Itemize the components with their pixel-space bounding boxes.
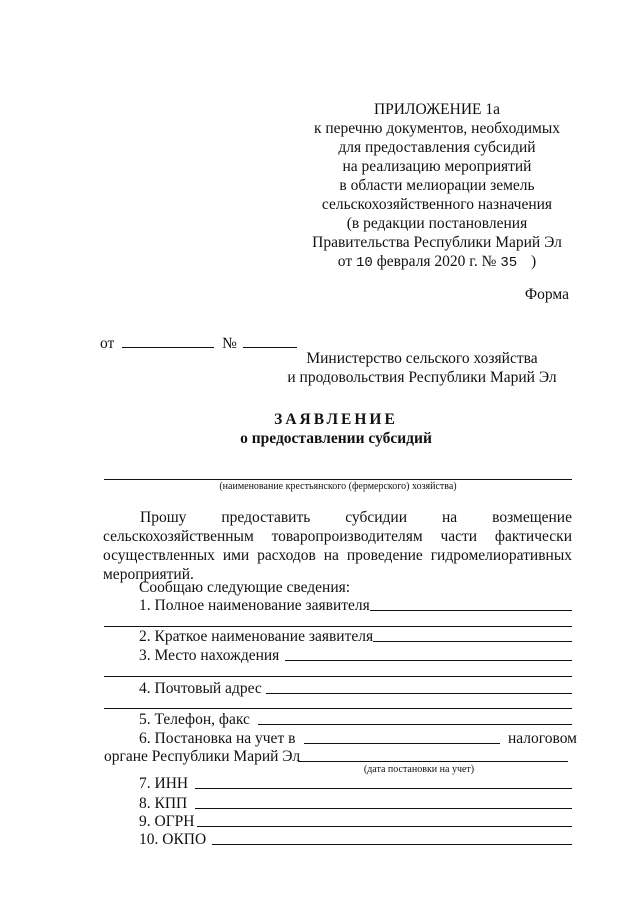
- request-word: осуществленных: [103, 547, 215, 564]
- field-kpp-input[interactable]: [195, 794, 572, 809]
- field-location-label: 3. Место нахождения: [139, 647, 280, 664]
- appendix-line: Правительства Республики Марий Эл: [312, 234, 562, 251]
- field-full-name-label: 1. Полное наименование заявителя: [139, 597, 370, 614]
- request-word: возмещение: [492, 509, 572, 526]
- request-word: ими: [222, 547, 250, 564]
- header-date-number: [100, 333, 297, 353]
- field-tax-reg-input[interactable]: [304, 729, 500, 744]
- title-main: ЗАЯВЛЕНИЕ: [274, 411, 398, 428]
- request-word: предоставить: [221, 509, 311, 526]
- field-tax-date-caption: (дата постановки на учет): [363, 764, 475, 775]
- field-location-input-cont[interactable]: [104, 662, 572, 677]
- request-line-4: мероприятий.: [103, 566, 194, 583]
- field-inn-input[interactable]: [195, 774, 572, 789]
- farm-name-caption: (наименование крестьянского (фермерского) хозяйства): [219, 481, 457, 492]
- document-title: [100, 410, 572, 448]
- field-short-name-input[interactable]: [373, 627, 572, 642]
- field-inn-label: 7. ИНН: [139, 775, 189, 792]
- appendix-line: в области мелиорации земель: [339, 177, 535, 194]
- field-postal-label: 4. Почтовый адрес: [139, 680, 262, 697]
- appendix-line: сельскохозяйственного назначения: [321, 196, 553, 213]
- appendix-line: на реализацию мероприятий: [342, 158, 532, 175]
- date-prefix: от: [337, 253, 353, 270]
- field-tax-reg-label-end: налоговом: [508, 730, 577, 747]
- date-month-year: февраля 2020 г. №: [376, 253, 497, 270]
- appendix-line: для предоставления субсидий: [338, 139, 536, 156]
- request-word: расходов: [257, 547, 316, 564]
- date-close: ): [531, 253, 537, 270]
- request-word: на: [323, 547, 339, 564]
- field-ogrn-input[interactable]: [197, 812, 572, 827]
- field-postal-input-cont[interactable]: [104, 694, 572, 709]
- request-word: части: [440, 528, 478, 545]
- request-word: товаропроизводителям: [271, 528, 423, 545]
- ministry-block: [272, 349, 572, 387]
- header-number-field[interactable]: [243, 333, 297, 348]
- request-line-3: [103, 546, 572, 565]
- field-tax-reg-label: 6. Постановка на учет в: [139, 730, 296, 747]
- appendix-date-line: [306, 252, 568, 273]
- field-phone-label: 5. Телефон, факс: [139, 711, 250, 728]
- request-word: гидромелиоративных: [430, 547, 572, 564]
- header-date-field[interactable]: [122, 333, 214, 348]
- ministry-line: Министерство сельского хозяйства: [306, 350, 538, 367]
- field-ogrn-label: 9. ОГРН: [139, 813, 195, 830]
- header-number-label: №: [222, 335, 237, 352]
- request-word: Прошу: [140, 509, 187, 526]
- ministry-line: и продовольствия Республики Марий Эл: [287, 369, 557, 386]
- field-phone-input[interactable]: [258, 710, 572, 725]
- field-full-name-input[interactable]: [370, 596, 572, 611]
- request-word: на: [441, 509, 458, 526]
- info-intro: Сообщаю следующие сведения:: [139, 579, 351, 596]
- field-tax-date-input[interactable]: [298, 747, 568, 762]
- field-okpo-input[interactable]: [212, 830, 572, 845]
- request-word: проведение: [346, 547, 423, 564]
- field-short-name-label: 2. Краткое наименование заявителя: [139, 628, 374, 645]
- date-number: 35: [500, 255, 518, 271]
- date-day: 10: [356, 255, 373, 271]
- form-label: Форма: [524, 286, 569, 303]
- field-kpp-label: 8. КПП: [139, 795, 188, 812]
- request-line-1: [103, 508, 572, 527]
- request-paragraph: [103, 508, 572, 584]
- header-from-label: от: [100, 335, 115, 352]
- title-sub: о предоставлении субсидий: [240, 430, 432, 447]
- field-postal-input[interactable]: [266, 679, 572, 694]
- appendix-block: [306, 100, 568, 273]
- request-word: сельскохозяйственным: [103, 528, 254, 545]
- request-line-2: [103, 527, 572, 546]
- field-tax-body-label: органе Республики Марий Эл: [104, 748, 301, 765]
- field-full-name-input-cont[interactable]: [104, 612, 572, 627]
- field-location-input[interactable]: [285, 646, 572, 661]
- request-word: фактически: [494, 528, 572, 545]
- appendix-line: (в редакции постановления: [346, 215, 528, 232]
- request-word: субсидии: [345, 509, 408, 526]
- field-okpo-label: 10. ОКПО: [139, 831, 207, 848]
- appendix-line: к перечню документов, необходимых: [313, 120, 561, 137]
- appendix-line: ПРИЛОЖЕНИЕ 1а: [373, 101, 501, 118]
- farm-name-field[interactable]: [104, 462, 572, 480]
